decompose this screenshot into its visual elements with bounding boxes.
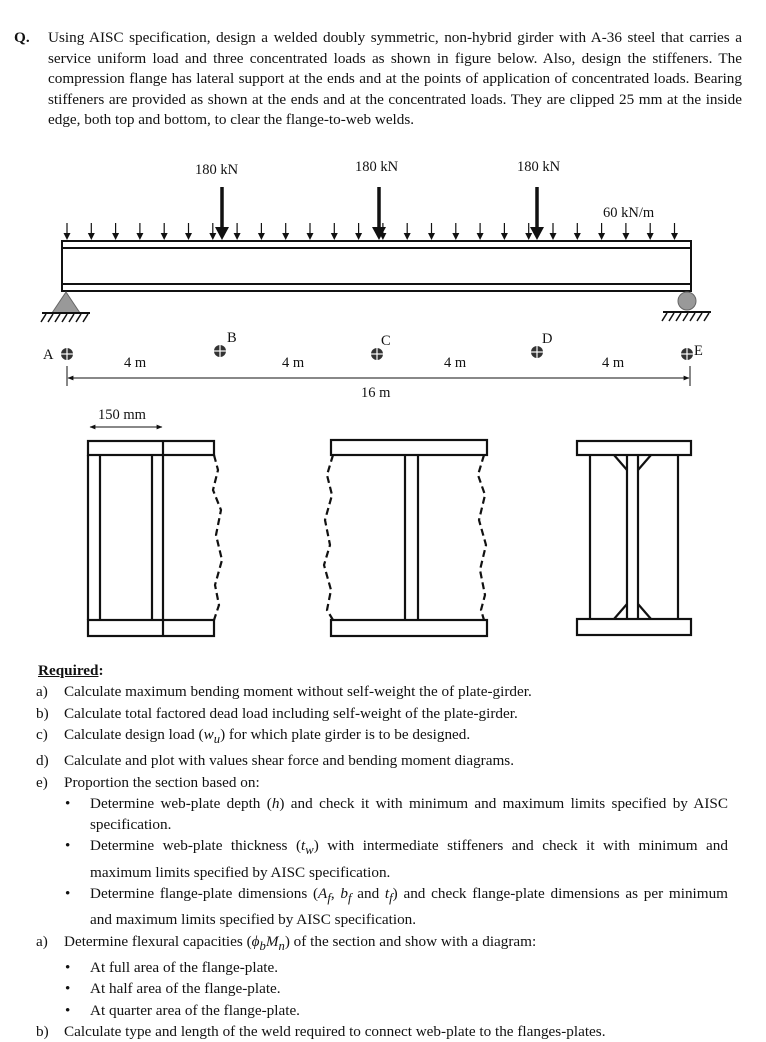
- uniform-load-arrowhead: [282, 233, 289, 240]
- roller-support: [662, 292, 711, 321]
- total-span-label: 16 m: [361, 385, 391, 401]
- uniform-load-arrowhead: [112, 233, 119, 240]
- end-stiffener-detail: [88, 441, 222, 636]
- uniform-load-arrowhead: [452, 233, 459, 240]
- span-3-label: 4 m: [444, 355, 467, 371]
- uniform-load-arrowhead: [307, 233, 314, 240]
- uniform-load-arrowhead: [550, 233, 557, 240]
- required-item-b2: b) Calculate type and length of the weld required to connect web-plate to the flanges-plates.: [36, 1022, 606, 1040]
- point-e-label: E: [694, 343, 703, 359]
- bullet-full-area: • At full area of the flange-plate.: [65, 958, 279, 976]
- required-item-a: a) Calculate maximum bending moment without self-weight the of plate-girder.: [36, 683, 532, 701]
- intermediate-stiffener-detail: [324, 440, 487, 636]
- uniform-load-arrowhead: [598, 233, 605, 240]
- uniform-load-arrows: [64, 223, 679, 240]
- uniform-load-arrowhead: [234, 233, 241, 240]
- uniform-load-arrowhead: [525, 233, 532, 240]
- point-load-2-label: 180 kN: [355, 159, 399, 175]
- question-label: Q.: [14, 29, 30, 46]
- bullet-web-depth: • Determine web-plate depth (h) and check it with minimum and maximum limits specified by AISC specification.: [65, 794, 728, 834]
- uniform-load-arrowhead: [64, 233, 71, 240]
- point-a-label: A: [43, 347, 54, 363]
- uniform-load-label: 60 kN/m: [603, 205, 655, 221]
- span-1-label: 4 m: [124, 355, 147, 371]
- uniform-load-arrowhead: [574, 233, 581, 240]
- uniform-load-arrowhead: [671, 233, 678, 240]
- clipped-stiffener-detail: [577, 441, 691, 635]
- required-item-a2: a) Determine flexural capacities $(\phi_bM_n)$ of the section and show with a diagram:: [36, 932, 537, 953]
- span-2-label: 4 m: [282, 355, 305, 371]
- uniform-load-arrowhead: [136, 233, 143, 240]
- uniform-load-arrowhead: [477, 233, 484, 240]
- point-b-marker: [212, 343, 228, 359]
- uniform-load-arrowhead: [185, 233, 192, 240]
- bullet-half-area: • At half area of the flange-plate.: [65, 980, 281, 998]
- uniform-load-arrowhead: [647, 233, 654, 240]
- required-section: [38, 660, 728, 1042]
- uniform-load-arrowhead: [209, 233, 216, 240]
- point-load-3-label: 180 kN: [517, 159, 561, 175]
- required-item-c: c) Calculate design load $(w_u)$ for which plate girder is to be designed.: [36, 725, 471, 746]
- question-text: Using AISC specification, design a welded doubly symmetric, non-hybrid girder with A-36 steel that carries a service uniform load and three concentrated loads as shown in figure below. Also, design the stiffeners. The compression flange has lateral support at the ends and at the points of application of concentrated loads. Bearing stiffeners are provided as shown at the ends and at the concentrated loads. They are clipped 25 mm at the inside edge, both top and bottom, to clear the flange-to-web welds.: [48, 29, 742, 129]
- required-item-d: d) Calculate and plot with values shear force and bending moment diagrams.: [36, 752, 515, 770]
- point-markers: [59, 343, 695, 362]
- point-e-marker: [679, 346, 695, 362]
- uniform-load-arrowhead: [331, 233, 338, 240]
- uniform-load-arrowhead: [404, 233, 411, 240]
- point-c-label: C: [381, 333, 391, 349]
- uniform-load-arrowhead: [622, 233, 629, 240]
- required-item-e: e) Proportion the section based on:: [36, 773, 260, 791]
- span-4-label: 4 m: [602, 355, 625, 371]
- required-heading: Required:: [38, 662, 104, 679]
- uniform-load-arrowhead: [501, 233, 508, 240]
- pin-support: [41, 292, 90, 322]
- uniform-load-arrowhead: [258, 233, 265, 240]
- bullet-quarter-area: • At quarter area of the flange-plate.: [65, 1001, 300, 1019]
- uniform-load-arrowhead: [428, 233, 435, 240]
- girder-beam: [62, 241, 691, 291]
- point-d-label: D: [542, 331, 553, 347]
- bullet-flange-dimensions: • Determine flange-plate dimensions ($A_f$, $b_f$ and $t_f$) and check flange-plate dimensions as per minimum and maximum limits specified by AISC specification.: [65, 885, 728, 929]
- uniform-load-arrowhead: [88, 233, 95, 240]
- uniform-load-arrowhead: [355, 233, 362, 240]
- point-a-marker: [59, 346, 75, 362]
- bullet-web-thickness: • Determine web-plate thickness $(t_w)$ with intermediate stiffeners and check it with minimum and maximum limits specified by AISC specification.: [65, 837, 728, 881]
- point-b-label: B: [227, 330, 237, 346]
- uniform-load-arrowhead: [161, 233, 168, 240]
- stiffener-offset-label: 150 mm: [98, 407, 146, 423]
- point-load-arrows: [215, 187, 544, 240]
- point-load-1-label: 180 kN: [195, 162, 239, 178]
- total-span-dimension: [67, 366, 690, 386]
- required-item-b: b) Calculate total factored dead load including self-weight of the plate-girder.: [36, 704, 518, 722]
